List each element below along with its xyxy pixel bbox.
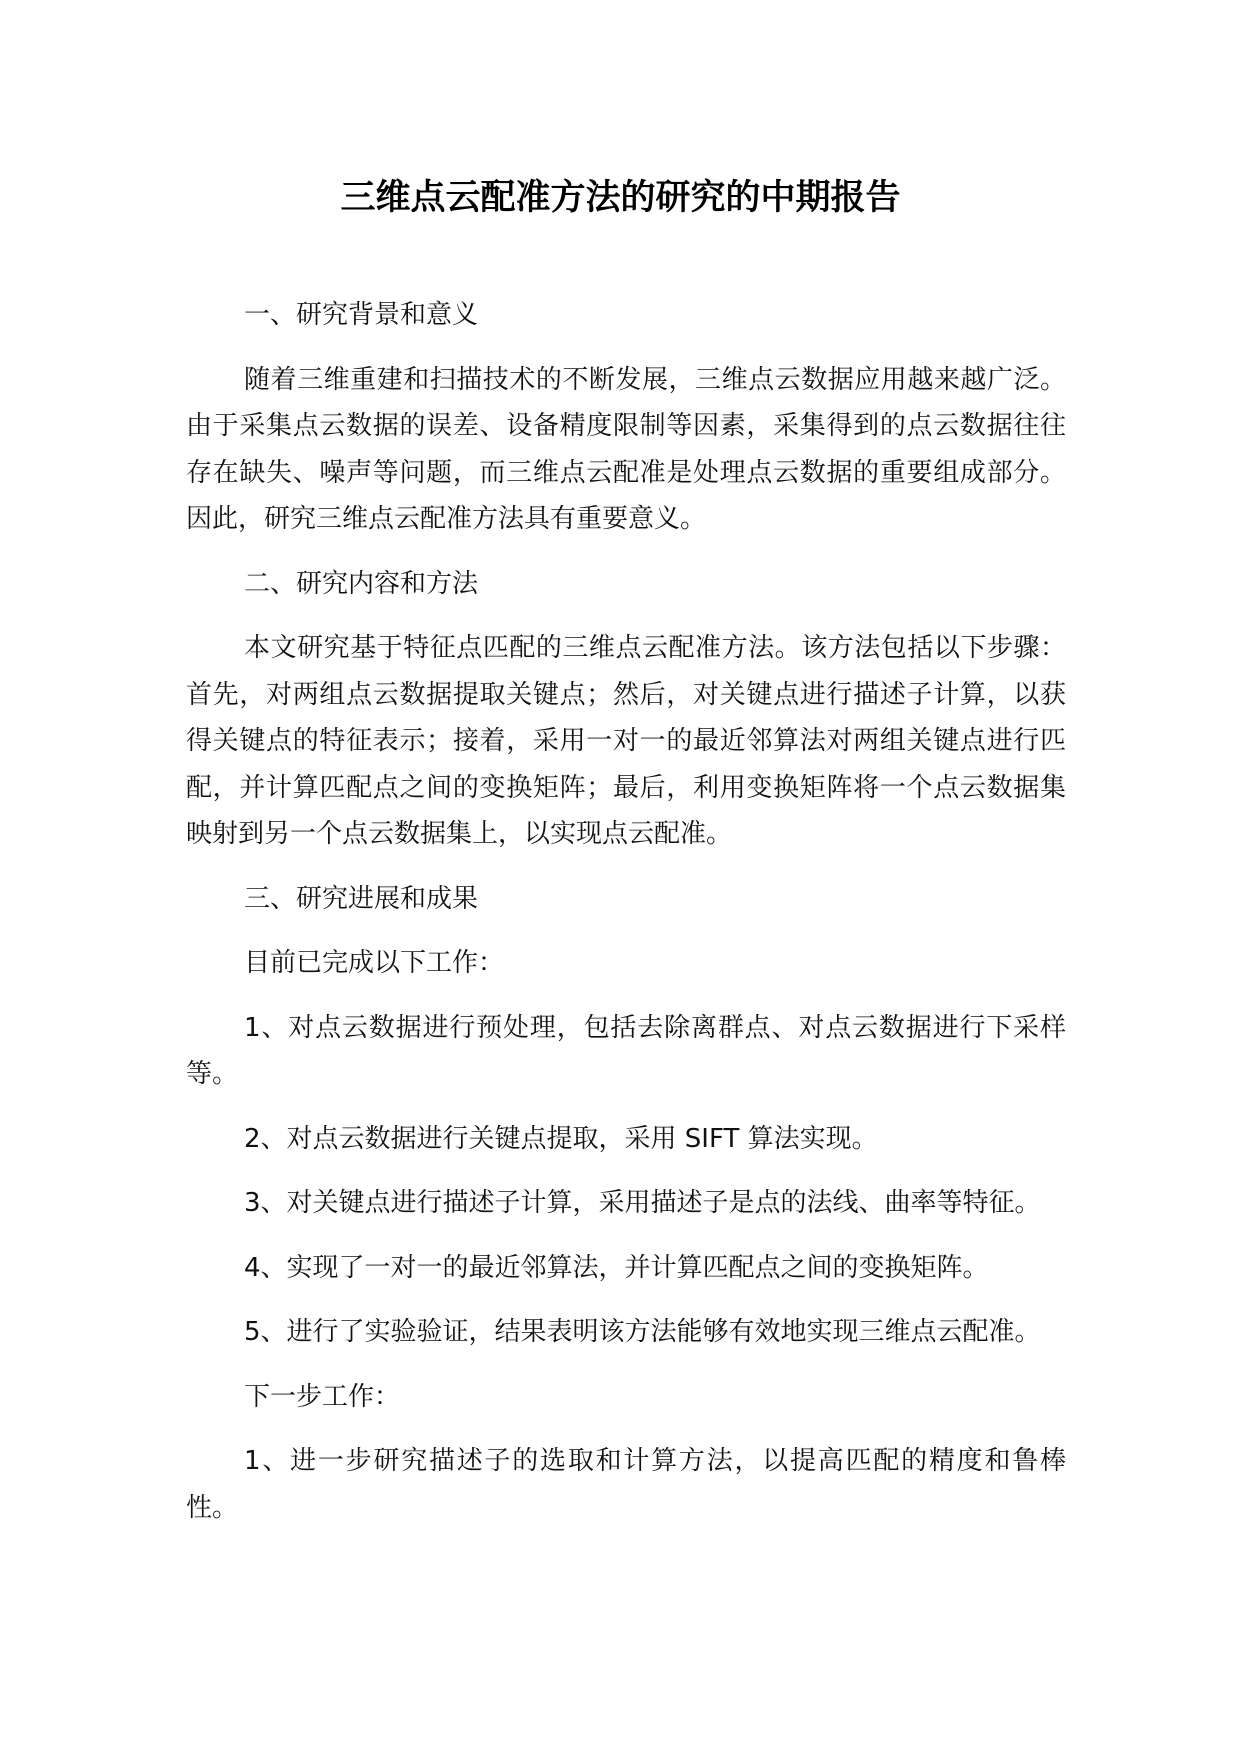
list-item-completed-2: 2、对点云数据进行关键点提取，采用 SIFT 算法实现。 xyxy=(244,1123,878,1154)
document-body xyxy=(186,292,1066,1549)
list-item-completed-5: 5、进行了实验验证，结果表明该方法能够有效地实现三维点云配准。 xyxy=(244,1317,1041,1347)
section-heading-progress: 三、研究进展和成果 xyxy=(244,883,479,914)
list-item-completed-4: 4、实现了一对一的最近邻算法，并计算匹配点之间的变换矩阵。 xyxy=(244,1252,989,1283)
paragraph-method: 本文研究基于特征点匹配的三维点云配准方法。该方法包括以下步骤：首先，对两组点云数据提取关键点；然后，对关键点进行描述子计算，以获得关键点的特征表示；接着，采用一对一的最近邻算法对两组关键点进行匹配，并计算匹配点之间的变换矩阵；最后，利用变换矩阵将一个点云数据集映射到另一个点云数据集上，以实现点云配准。 xyxy=(186,633,1066,849)
list-item-completed-1: 1、对点云数据进行预处理，包括去除离群点、对点云数据进行下采样等。 xyxy=(186,1012,1066,1089)
list-item-completed-3: 3、对关键点进行描述子计算，采用描述子是点的法线、曲率等特征。 xyxy=(244,1188,1041,1218)
paragraph-completed-intro: 目前已完成以下工作： xyxy=(244,948,505,978)
section-heading-method: 二、研究内容和方法 xyxy=(244,568,479,599)
document-title: 三维点云配准方法的研究的中期报告 xyxy=(340,178,901,218)
list-item-next-1: 1、进一步研究描述子的选取和计算方法，以提高匹配的精度和鲁棒性。 xyxy=(186,1446,1066,1523)
paragraph-next-steps-intro: 下一步工作： xyxy=(244,1381,401,1412)
section-heading-background: 一、研究背景和意义 xyxy=(244,300,479,330)
paragraph-background: 随着三维重建和扫描技术的不断发展，三维点云数据应用越来越广泛。由于采集点云数据的误差、设备精度限制等因素，采集得到的点云数据往往存在缺失、噪声等问题，而三维点云配准是处理点云数据的重要组成部分。因此，研究三维点云配准方法具有重要意义。 xyxy=(186,364,1066,534)
